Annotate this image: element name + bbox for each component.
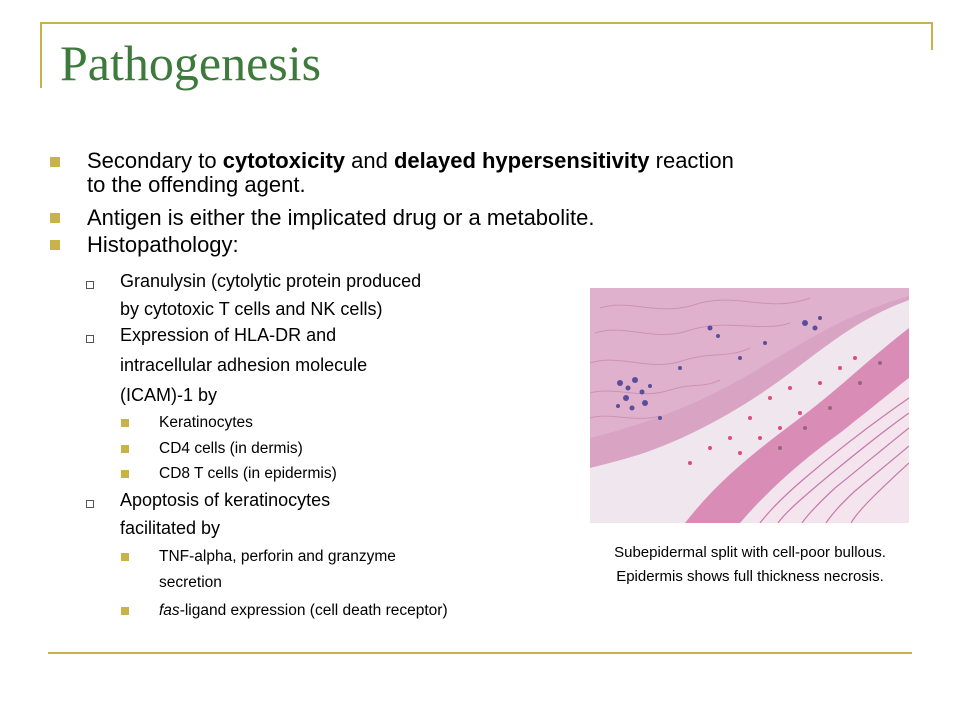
- sub-2-item-cd4: CD4 cells (in dermis): [159, 440, 303, 457]
- sub-3-line2: facilitated by: [120, 518, 221, 538]
- sub-2-line2: intracellular adhesion molecule: [120, 355, 368, 375]
- bullet-square: [121, 470, 129, 478]
- bullet-square: [50, 240, 60, 250]
- sub-2-item-keratinocytes: Keratinocytes: [159, 414, 253, 431]
- sub-3-item-fas: fas-ligand expression (cell death receptor): [159, 602, 448, 619]
- sub-1-line2: by cytotoxic T cells and NK cells): [120, 299, 383, 319]
- sub-1-line1: Granulysin (cytolytic protein produced: [120, 271, 422, 291]
- bullet-square: [50, 213, 60, 223]
- sub-3-item-tnf-line1: TNF-alpha, perforin and granzyme: [159, 548, 396, 565]
- right-rule: [931, 22, 933, 50]
- histology-micrograph: [590, 288, 909, 523]
- hollow-square-bullet: [86, 500, 94, 508]
- bullet-square: [121, 419, 129, 427]
- bullet-square: [50, 157, 60, 167]
- bottom-rule: [48, 652, 912, 654]
- bullet-square: [121, 607, 129, 615]
- hollow-square-bullet: [86, 335, 94, 343]
- sub-2-line1: Expression of HLA-DR and: [120, 325, 337, 345]
- bullet-2: Antigen is either the implicated drug or a metabolite.: [87, 205, 595, 230]
- sub-3-line1: Apoptosis of keratinocytes: [120, 490, 331, 510]
- caption-line2: Epidermis shows full thickness necrosis.: [616, 568, 884, 585]
- sub-2-item-cd8: CD8 T cells (in epidermis): [159, 465, 337, 482]
- caption-line1: Subepidermal split with cell-poor bullous.: [614, 544, 886, 561]
- top-rule: [40, 22, 932, 24]
- sub-2-line3: (ICAM)-1 by: [120, 385, 218, 405]
- bullet-square: [121, 445, 129, 453]
- bullet-3: Histopathology:: [87, 232, 239, 257]
- image-caption: [560, 541, 940, 589]
- left-rule: [40, 22, 42, 88]
- bullet-1-line1: Secondary to cytotoxicity and delayed hypersensitivity reaction: [87, 148, 734, 173]
- slide-title: Pathogenesis: [60, 35, 322, 91]
- bullet-square: [121, 553, 129, 561]
- hollow-square-bullet: [86, 281, 94, 289]
- bullet-1-line2: to the offending agent.: [87, 172, 306, 197]
- sub-3-item-tnf-line2: secretion: [159, 574, 222, 591]
